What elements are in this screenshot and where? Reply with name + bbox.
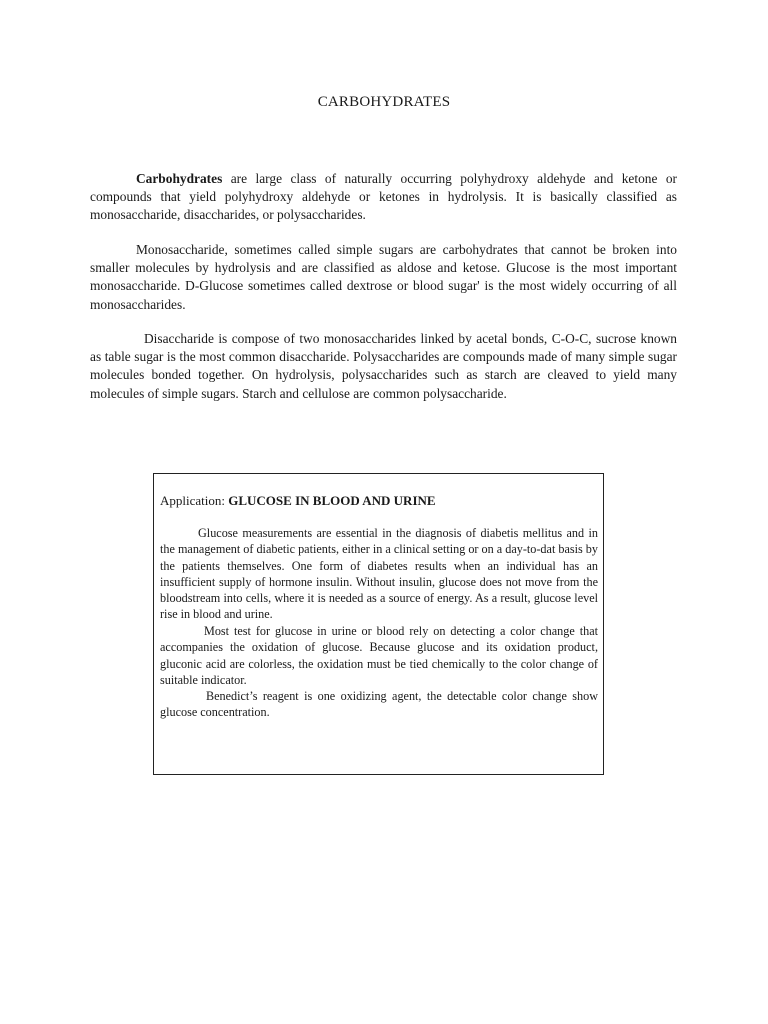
application-paragraph-benedicts-reagent: Benedict’s reagent is one oxidizing agent, the detectable color change show glucose concentration. [160, 689, 598, 720]
carbohydrates-lead-term: Carbohydrates [136, 171, 223, 186]
monosaccharide-paragraph: Monosaccharide, sometimes called simple sugars are carbohydrates that cannot be broken into smaller molecules by hydrolysis and are classified as aldose and ketose. Glucose is the most important monosaccharide. D-Glucose sometimes called dextrose or blood sugar' is the most widely occurring of all monosaccharides. [90, 242, 677, 312]
application-title: GLUCOSE IN BLOOD AND URINE [228, 493, 436, 508]
application-label: Application: [160, 493, 229, 508]
intro-paragraph [90, 170, 677, 225]
disaccharide-paragraph: Disaccharide is compose of two monosaccharides linked by acetal bonds, C-O-C, sucrose known as table sugar is the most common disaccharide. Polysaccharides are compounds made of many simple sugar molecules bonded together. On hydrolysis, polysaccharides such as starch are cleaved to yield many molecules of simple sugars. Starch and cellulose are common polysaccharide. [90, 331, 677, 401]
intro-paragraph-text: are large class of naturally occurring polyhydroxy aldehyde and ketone or compounds that yield polyhydroxy aldehyde or ketones in hydrolysis. It is basically classified as monosaccharide, disaccharides, or polysaccharides. [90, 171, 677, 223]
application-paragraph-glucose-measurements: Glucose measurements are essential in the diagnosis of diabetis mellitus and in the management of diabetic patients, either in a clinical setting or on a day-to-dat basis by the patients themselves. One form of diabetes results when an individual has an insufficient supply of hormone insulin. Without insulin, glucose does not move from the bloodstream into cells, where it is needed as a source of energy. As a result, glucose level rise in blood and urine. [160, 526, 598, 622]
application-heading [160, 493, 436, 509]
application-paragraph-glucose-tests: Most test for glucose in urine or blood rely on detecting a color change that accompanies the oxidation of glucose. Because glucose and its oxidation product, gluconic acid are colorless, the oxidation must be tied chemically to the color change of suitable indicator. [160, 624, 598, 687]
application-box [153, 473, 604, 775]
page-title: CARBOHYDRATES [317, 94, 451, 110]
